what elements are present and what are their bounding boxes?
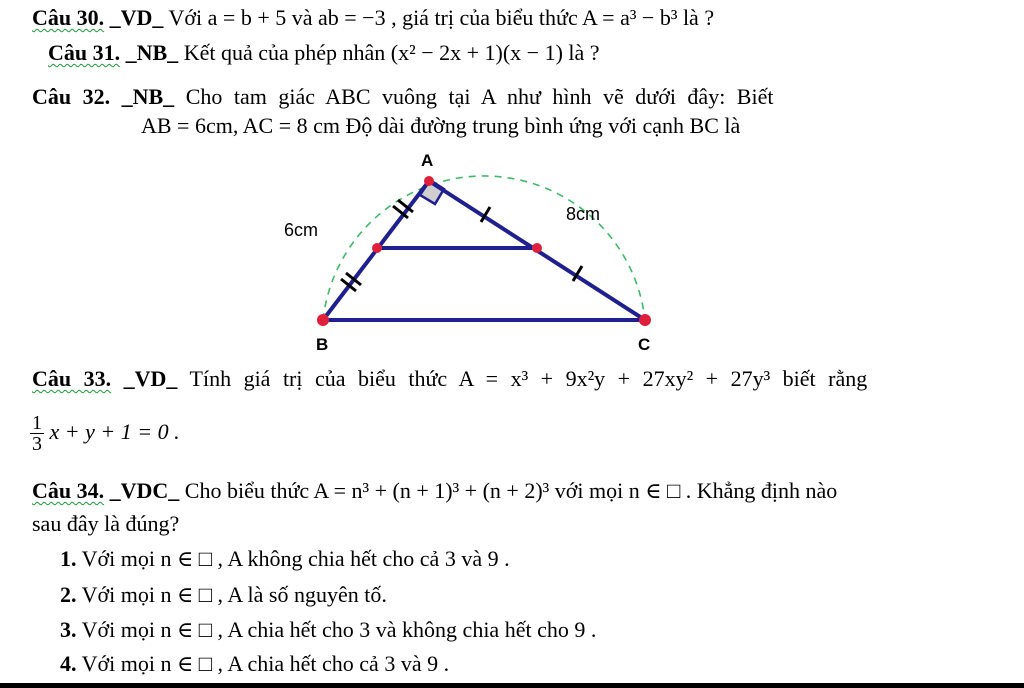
fraction-denominator: 3 bbox=[32, 433, 42, 456]
question-32-text-line1: Cho tam giác ABC vuông tại A như hình vẽ dưới đây: Biết bbox=[185, 84, 774, 109]
option-1-number: 1. bbox=[60, 546, 77, 571]
fraction-one-third bbox=[30, 413, 44, 454]
question-30-label: Câu 30. bbox=[32, 5, 105, 30]
question-31-text: Kết quả của phép nhân (x² − 2x + 1)(x − 1) là ? bbox=[183, 40, 600, 65]
midpoint-ac bbox=[532, 243, 542, 253]
fraction-numerator: 1 bbox=[32, 412, 42, 435]
question-34-line2 bbox=[32, 511, 179, 537]
question-34-text-line2: sau đây là đúng? bbox=[32, 511, 180, 536]
point-b bbox=[317, 314, 329, 326]
option-3-text: Với mọi n ∈ □ , A chia hết cho 3 và không chia hết cho 9 . bbox=[81, 617, 597, 642]
question-30-level: _VD_ bbox=[109, 5, 164, 30]
point-c bbox=[639, 314, 651, 326]
question-31-level: _NB_ bbox=[125, 40, 179, 65]
option-2 bbox=[60, 582, 387, 608]
option-3-number: 3. bbox=[60, 617, 77, 642]
option-3 bbox=[60, 617, 596, 643]
option-4-number: 4. bbox=[60, 651, 77, 676]
page-bottom-border bbox=[0, 683, 1024, 688]
question-34-text-line1: Cho biểu thức A = n³ + (n + 1)³ + (n + 2)³ với mọi n ∈ □ . Khẳng định nào bbox=[184, 478, 838, 503]
midpoint-ab bbox=[372, 243, 382, 253]
question-33-level: _VD_ bbox=[123, 366, 178, 391]
option-1-text: Với mọi n ∈ □ , A không chia hết cho cả 3 và 9 . bbox=[81, 546, 510, 571]
question-32-level: _NB_ bbox=[121, 84, 175, 109]
option-2-number: 2. bbox=[60, 582, 77, 607]
option-1 bbox=[60, 546, 510, 572]
question-32-label: Câu 32. bbox=[32, 84, 111, 109]
question-30-text: Với a = b + 5 và ab = −3 , giá trị của biểu thức A = a³ − b³ là ? bbox=[168, 5, 715, 30]
question-34 bbox=[32, 478, 837, 504]
label-ab-length: 6cm bbox=[284, 220, 319, 240]
label-b: B bbox=[316, 335, 329, 354]
question-33-label: Câu 33. bbox=[32, 366, 112, 391]
label-ac-length: 8cm bbox=[566, 204, 601, 224]
question-31-label: Câu 31. bbox=[48, 40, 121, 65]
question-33-condition bbox=[30, 408, 180, 456]
label-c: C bbox=[638, 335, 651, 354]
option-4-text: Với mọi n ∈ □ , A chia hết cho cả 3 và 9 . bbox=[81, 651, 450, 676]
question-33-text: Tính giá trị của biểu thức A = x³ + 9x²y + 27xy² + 27y³ biết rằng bbox=[189, 366, 868, 391]
option-4 bbox=[60, 651, 449, 677]
option-2-text: Với mọi n ∈ □ , A là số nguyên tố. bbox=[81, 582, 387, 607]
point-a bbox=[424, 176, 434, 186]
question-32-text-line2: AB = 6cm, AC = 8 cm Độ dài đường trung bình ứng với cạnh BC là bbox=[141, 113, 741, 138]
question-34-level: _VDC_ bbox=[109, 478, 180, 503]
question-34-label: Câu 34. bbox=[32, 478, 105, 503]
question-33-cond: x + y + 1 = 0 . bbox=[49, 419, 180, 444]
label-a: A bbox=[421, 151, 434, 170]
question-33 bbox=[32, 366, 867, 392]
